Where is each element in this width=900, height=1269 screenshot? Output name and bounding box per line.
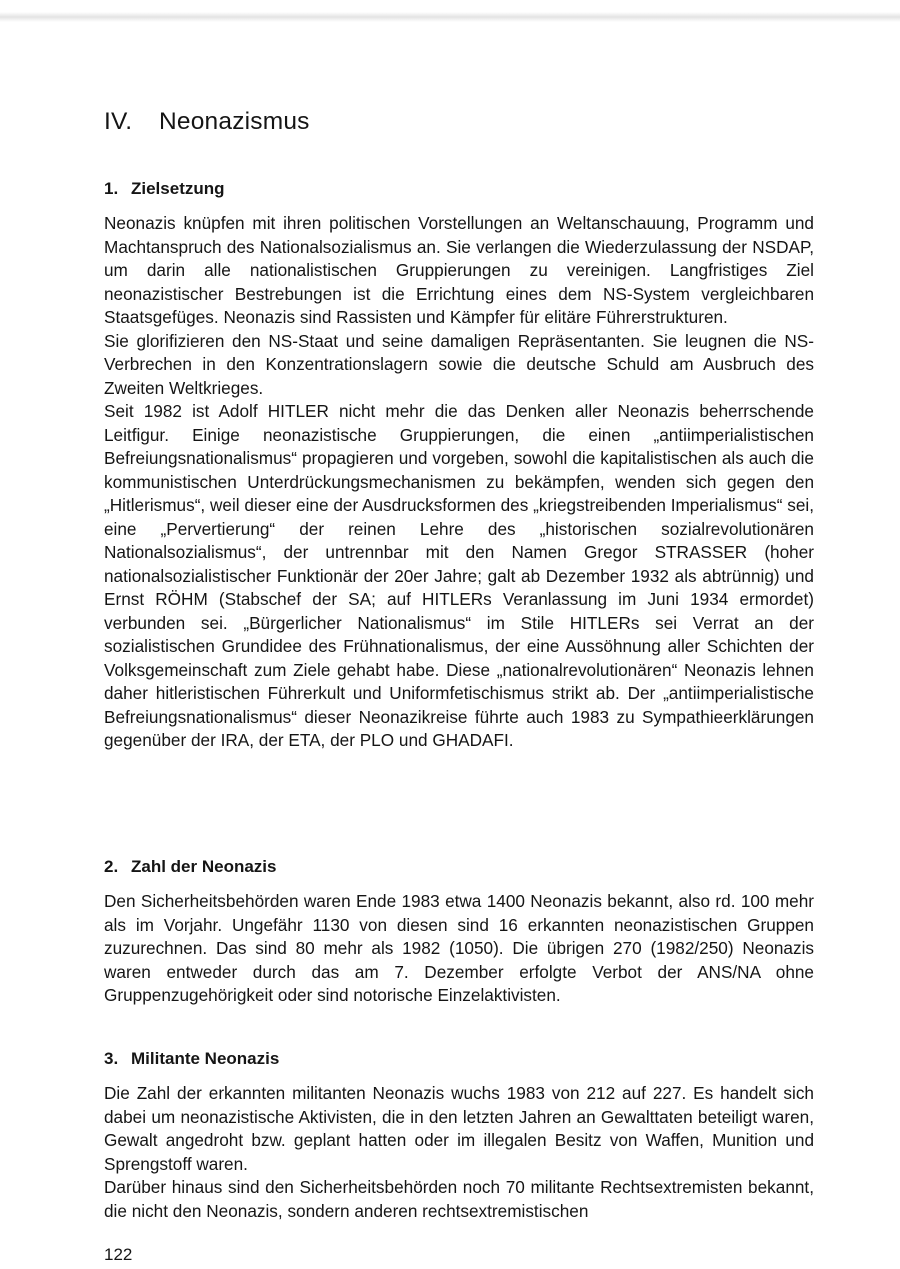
paragraph: Die Zahl der erkannten militanten Neonazis wuchs 1983 von 212 auf 227. Es handelt sich dabei um neonazistische Aktivisten, die in den letzten Jahren an Gewalttaten beteiligt waren, Gewalt angedroht bzw. geplant hatten oder im illegalen Besitz von Waffen, Munition und Sprengstoff waren. bbox=[104, 1083, 814, 1174]
section-heading bbox=[104, 1048, 814, 1070]
paragraph: Seit 1982 ist Adolf HITLER nicht mehr die das Denken aller Neonazis beherrschende Leitfigur. Einige neonazistische Gruppierungen, die einen „antiimperialistischen Befreiungsnationalismus“ propagieren und vorgeben, sowohl die kapitalistischen als auch die kommunistischen Unterdrückungsmechanismen zu bekämpfen, wenden sich gegen den „Hitlerismus“, weil dieser eine der Ausdrucksformen des „kriegstreibenden Imperialismus“ sei, eine „Pervertierung“ der reinen Lehre des „historischen sozialrevolutionären Nationalsozialismus“, der untrennbar mit den Namen Gregor STRASSER (hoher nationalsozialistischer Funktionär der 20er Jahre; galt ab Dezember 1932 als abtrünnig) und Ernst RÖHM (Stabschef der SA; auf HITLERs Veranlassung im Juni 1934 ermordet) verbunden sei. „Bürgerlicher Nationalismus“ im Stile HITLERs sei Verrat an der sozialistischen Grundidee des Frühnationalismus, der eine Aussöhnung aller Schichten der Volksgemeinschaft zum Ziele gehabt habe. Diese „nationalrevolutionären“ Neonazis lehnen daher hitleristischen Führerkult und Uniformfetischismus strikt ab. Der „antiimperialistische Befreiungsnationalismus“ dieser Neonazikreise führte auch 1983 zu Sympathieerklärungen gegenüber der IRA, der ETA, der PLO und GHADAFI. bbox=[104, 401, 814, 750]
section-heading bbox=[104, 178, 814, 200]
section-heading-text: Zahl der Neonazis bbox=[131, 857, 277, 876]
section-number: 3. bbox=[104, 1049, 119, 1068]
page-number: 122 bbox=[104, 1245, 133, 1264]
chapter-title-text: Neonazismus bbox=[159, 108, 310, 135]
paragraph: Neonazis knüpfen mit ihren politischen Vorstellungen an Weltanschauung, Programm und Machtanspruch des Nationalsozialismus an. Sie verlangen die Wiederzulassung der NSDAP, um darin alle nationalistischen Gruppierungen zu vereinigen. Langfristiges Ziel neonazistischer Bestrebungen ist die Errichtung eines dem NS-System vergleichbaren Staatsgefüges. Neonazis sind Rassisten und Kämpfer für elitäre Führerstrukturen. bbox=[104, 213, 814, 327]
paragraph: Darüber hinaus sind den Sicherheitsbehörden noch 70 militante Rechtsextremisten bekannt, die nicht den Neonazis, sondern anderen rechtsextremistischen bbox=[104, 1177, 814, 1221]
section-number: 1. bbox=[104, 179, 119, 198]
section-militante-neonazis bbox=[104, 1048, 814, 1223]
section-heading bbox=[104, 856, 814, 878]
section-zahl-der-neonazis bbox=[104, 856, 814, 1008]
section-heading-text: Militante Neonazis bbox=[131, 1049, 280, 1068]
chapter-number: IV. bbox=[104, 108, 133, 135]
chapter-title bbox=[104, 108, 310, 136]
section-number: 2. bbox=[104, 857, 119, 876]
scan-edge-shadow bbox=[0, 12, 900, 22]
paragraph: Den Sicherheitsbehörden waren Ende 1983 etwa 1400 Neonazis bekannt, also rd. 100 mehr als im Vorjahr. Ungefähr 1130 von diesen sind 16 erkannten neonazistischen Gruppen zuzurechnen. Das sind 80 mehr als 1982 (1050). Die übrigen 270 (1982/250) Neonazis waren entweder durch das am 7. Dezember erfolgte Verbot der ANS/NA ohne Gruppenzugehörigkeit oder sind notorische Einzelaktivisten. bbox=[104, 891, 814, 1005]
section-zielsetzung bbox=[104, 178, 814, 753]
paragraph: Sie glorifizieren den NS-Staat und seine damaligen Repräsentanten. Sie leugnen die NS-Verbrechen in den Konzentrationslagern sowie die deutsche Schuld am Ausbruch des Zweiten Weltkrieges. bbox=[104, 330, 814, 398]
section-heading-text: Zielsetzung bbox=[131, 179, 225, 198]
